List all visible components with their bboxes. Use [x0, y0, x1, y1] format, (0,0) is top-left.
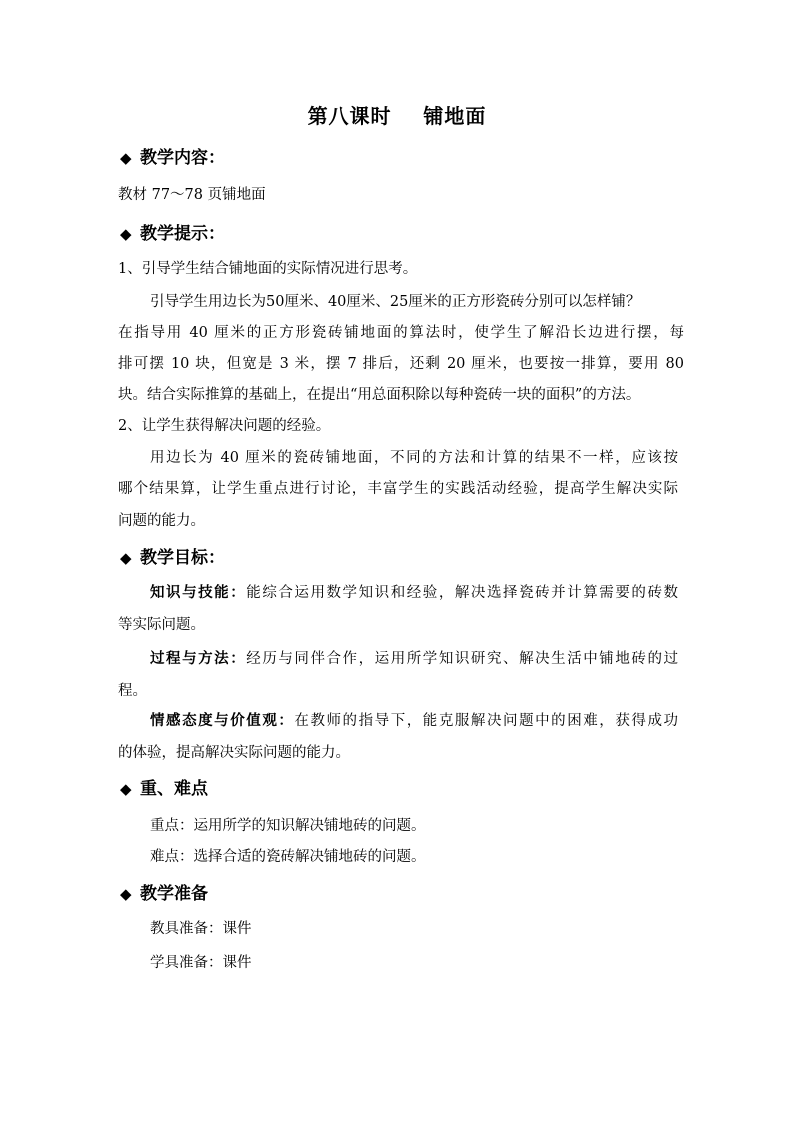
hint-line: 引导学生用边长为50厘米、40厘米、25厘米的正方形瓷砖分别可以怎样铺？ [150, 294, 641, 310]
hint-line: 用边长为 40 厘米的瓷砖铺地面，不同的方法和计算的结果不一样，应该按 [150, 450, 678, 466]
content-text: 教材 77～78 页铺地面 [118, 187, 266, 203]
key-point: 重点：运用所学的知识解决铺地砖的问题。 [150, 818, 426, 834]
goal-text: 能综合运用数学知识和经验，解决选择瓷砖并计算需要的砖数 [246, 585, 678, 601]
student-preparation: 学具准备：课件 [150, 955, 252, 971]
diamond-bullet-icon: ◆ [120, 885, 132, 903]
section-heading-content [120, 146, 225, 170]
section-heading-text: 教学准备 [140, 884, 208, 904]
section-heading-goals [120, 546, 225, 570]
goal-label: 过程与方法： [150, 650, 247, 667]
diamond-bullet-icon: ◆ [120, 225, 132, 243]
difficult-point: 难点：选择合适的瓷砖解决铺地砖的问题。 [150, 849, 426, 865]
goal-emotion [150, 710, 678, 732]
goal-knowledge-continued: 等实际问题。 [118, 617, 205, 633]
hint-line: 问题的能力。 [118, 513, 205, 529]
section-heading-text: 重、难点 [140, 779, 208, 799]
goal-text: 经历与同伴合作，运用所学知识研究、解决生活中铺地砖的过 [246, 651, 678, 667]
goal-text: 在教师的指导下，能克服解决问题中的困难，获得成功 [294, 713, 678, 729]
page-title: 第八课时 铺地面 [307, 104, 487, 128]
diamond-bullet-icon: ◆ [120, 780, 132, 798]
section-heading-preparation [120, 882, 208, 906]
section-heading-key-points [120, 777, 208, 801]
goal-knowledge [150, 582, 678, 604]
teacher-preparation: 教具准备：课件 [150, 921, 252, 937]
hint-line: 在指导用 40 厘米的正方形瓷砖铺地面的算法时，使学生了解沿长边进行摆，每 [118, 325, 684, 341]
goal-process [150, 648, 678, 670]
section-heading-text: 教学目标： [140, 548, 225, 568]
goal-label: 知识与技能： [150, 584, 247, 601]
hint-line: 2、让学生获得解决问题的经验。 [118, 418, 331, 434]
hint-line: 块。结合实际推算的基础上，在提出“用总面积除以每种瓷砖一块的面积”的方法。 [118, 387, 641, 403]
hint-line: 排可摆 10 块，但宽是 3 米，摆 7 排后，还剩 20 厘米，也要按一排算，要用 80 [118, 356, 684, 372]
section-heading-hints [120, 222, 225, 246]
goal-emotion-continued: 的体验，提高解决实际问题的能力。 [118, 745, 350, 761]
diamond-bullet-icon: ◆ [120, 149, 132, 167]
section-heading-text: 教学提示： [140, 224, 225, 244]
section-heading-text: 教学内容： [140, 148, 225, 168]
hint-line: 哪个结果算，让学生重点进行讨论，丰富学生的实践活动经验，提高学生解决实际 [118, 481, 678, 497]
goal-process-continued: 程。 [118, 683, 147, 699]
hint-line: 1、引导学生结合铺地面的实际情况进行思考。 [118, 261, 418, 277]
goal-label: 情感态度与价值观： [150, 712, 295, 729]
diamond-bullet-icon: ◆ [120, 549, 132, 567]
